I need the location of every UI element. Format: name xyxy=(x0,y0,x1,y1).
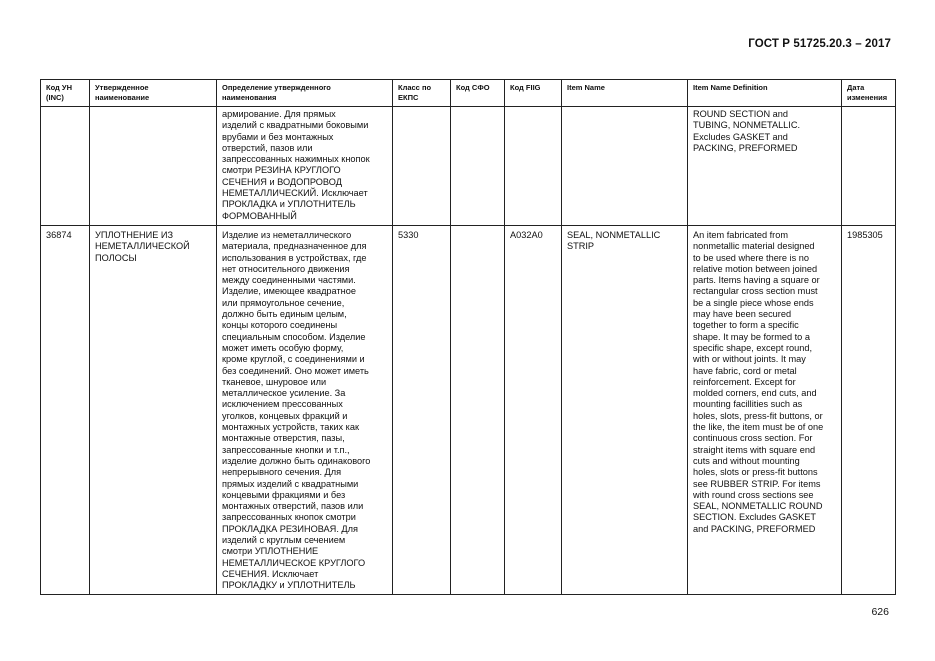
cell-item-name-definition: ROUND SECTION and TUBING, NONMETALLIC. Excludes GASKET and PACKING, PREFORMED xyxy=(688,107,842,226)
cell-item-name: SEAL, NONMETALLIC STRIP xyxy=(562,226,688,595)
header-definition: Определение утвержденного наименования xyxy=(217,80,393,107)
table-header-row xyxy=(41,80,896,107)
header-item-name: Item Name xyxy=(562,80,688,107)
header-fiig-code: Код FIIG xyxy=(505,80,562,107)
cell-change-date xyxy=(842,107,896,226)
header-change-date: Дата изменения xyxy=(842,80,896,107)
page-number: 626 xyxy=(871,606,889,618)
cell-definition: Изделие из неметаллического материала, предназначенное для использования в устройствах, где нет относительного движения между соединенными частями. Изделие, имеющее квадратное или прямоугольное сечение, должно быть единым целым, концы которого соединены специальным способом. Изделие может иметь особую форму, кроме круглой, с соединениями и без соединений. Оно может иметь тканевое, шнуровое или металлическое усиление. За исключением прессованных уголков, концевых фракций и монтажных устройств, таких как монтажные отверстия, пазы, запрессованные кнопки и т.п., изделие должно быть одинакового непрерывного сечения. Для прямых изделий с квадратными концевыми фракциями и без монтажных отверстий, пазов или запрессованных кнопок смотри ПРОКЛАДКА РЕЗИНОВАЯ. Для изделий с круглым сечением смотри УПЛОТНЕНИЕ НЕМЕТАЛЛИЧЕСКОЕ КРУГЛОГО СЕЧЕНИЯ. Исключает ПРОКЛАДКУ и УПЛОТНИТЕЛЬ xyxy=(217,226,393,595)
cell-sfo-code xyxy=(451,107,505,226)
header-item-name-definition: Item Name Definition xyxy=(688,80,842,107)
cell-ekps-class: 5330 xyxy=(393,226,451,595)
table-row xyxy=(41,226,896,595)
cell-fiig-code xyxy=(505,107,562,226)
cell-inc xyxy=(41,107,90,226)
cell-definition: армирование. Для прямых изделий с квадратными боковыми врубами и без монтажных отверстий, пазов или запрессованных нажимных кнопок смотри РЕЗИНА КРУГЛОГО СЕЧЕНИЯ и ВОДОПРОВОД НЕМЕТАЛЛИЧЕСКИЙ. Исключает ПРОКЛАДКА и УПЛОТНИТЕЛЬ ФОРМОВАННЫЙ xyxy=(217,107,393,226)
cell-sfo-code xyxy=(451,226,505,595)
cell-ekps-class xyxy=(393,107,451,226)
header-ekps-class: Класс по ЕКПС xyxy=(393,80,451,107)
header-approved-name: Утвержденное наименование xyxy=(90,80,217,107)
cell-item-name-definition: An item fabricated from nonmetallic material designed to be used where there is no relative motion between joined parts. Items having a square or rectangular cross section must be a single piece whose ends may have been secured together to form a specific shape. It may be formed to a specific shape, except round, with or without joints. It may have fabric, cord or metal reinforcement. Except for molded corners, end cuts, and mounting facillities such as holes, slots, press-fit buttons, or the like, the item must be of one continuous cross section. For straight items with square end cuts and without mounting holes, slots or press-fit buttons see RUBBER STRIP. For items with round cross sections see SEAL, NONMETALLIC ROUND SECTION. Excludes GASKET and PACKING, PREFORMED xyxy=(688,226,842,595)
cell-approved-name xyxy=(90,107,217,226)
header-inc: Код УН (INC) xyxy=(41,80,90,107)
cell-change-date: 1985305 xyxy=(842,226,896,595)
header-sfo-code: Код СФО xyxy=(451,80,505,107)
cell-item-name xyxy=(562,107,688,226)
cell-inc: 36874 xyxy=(41,226,90,595)
classification-table xyxy=(40,79,896,595)
cell-approved-name: УПЛОТНЕНИЕ ИЗ НЕМЕТАЛЛИЧЕСКОЙ ПОЛОСЫ xyxy=(90,226,217,595)
standard-number: ГОСТ Р 51725.20.3 – 2017 xyxy=(748,38,891,50)
cell-fiig-code: A032A0 xyxy=(505,226,562,595)
table-row xyxy=(41,107,896,226)
